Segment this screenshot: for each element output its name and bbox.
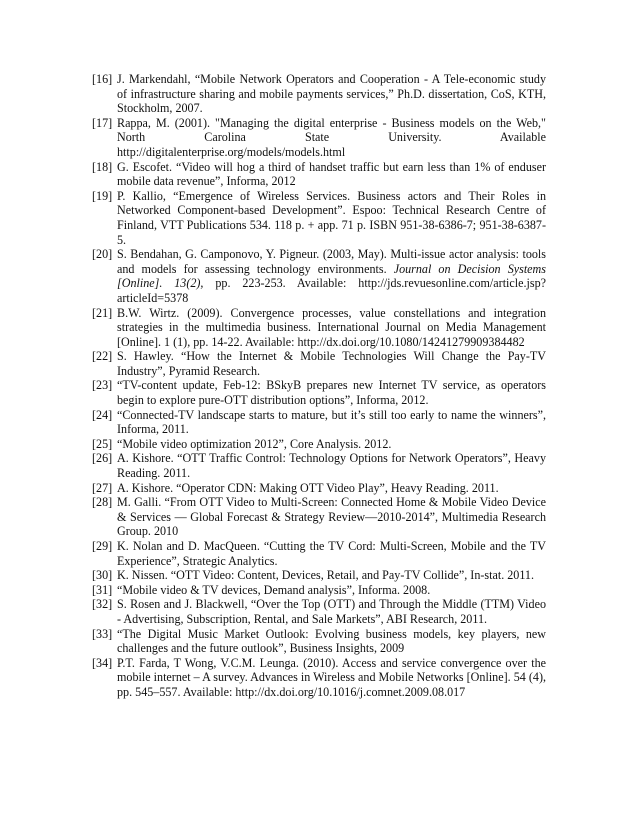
reference-item <box>92 656 546 700</box>
reference-item <box>92 189 546 247</box>
reference-text: P. Kallio, “Emergence of Wireless Services. Business actors and Their Roles in Networked Component-based Development”. Espoo: Technical Research Centre of Finland, VTT Publications 534. 118 p. + app. 71 p. ISBN 951-38-6386-7; 951-38-6387-5. <box>117 188 546 247</box>
reference-number: [34] <box>92 655 113 670</box>
reference-number: [16] <box>92 72 113 86</box>
reference-number: [32] <box>92 597 113 612</box>
reference-text: “Mobile video optimization 2012”, Core Analysis. 2012. <box>117 436 392 451</box>
reference-number: [33] <box>92 626 113 641</box>
reference-number: [22] <box>92 349 113 364</box>
reference-number: [21] <box>92 305 113 320</box>
reference-number: [25] <box>92 436 113 451</box>
reference-item <box>92 495 546 539</box>
reference-item <box>92 568 546 583</box>
reference-number: [28] <box>92 495 113 510</box>
reference-text: K. Nissen. “OTT Video: Content, Devices, Retail, and Pay-TV Collide”, In-stat. 2011. <box>117 568 534 583</box>
reference-number: [19] <box>92 188 113 203</box>
reference-number: [27] <box>92 480 113 495</box>
reference-number: [18] <box>92 159 113 174</box>
reference-text: A. Kishore. “OTT Traffic Control: Technology Options for Network Operators”, Heavy Reading. 2011. <box>117 451 546 481</box>
reference-text: G. Escofet. “Video will hog a third of handset traffic but earn less than 1% of enduser mobile data revenue”, Informa, 2012 <box>117 159 546 189</box>
reference-text: “The Digital Music Market Outlook: Evolving business models, key players, new challenges and the future outlook”, Business Insights, 2009 <box>117 626 546 656</box>
reference-text: K. Nolan and D. MacQueen. “Cutting the TV Cord: Multi-Screen, Mobile and the TV Experience”, Strategic Analytics. <box>117 539 546 568</box>
reference-text: Rappa, M. (2001). "Managing the digital enterprise - Business models on the Web," North Carolina State University. Available http://digitalenterprise.org/models/models.html <box>117 115 546 159</box>
reference-text-part: S. Bendahan, G. Camponovo, Y. Pigneur. (2003, May). Multi-issue actor analysis: tools and models for assessing technology environments. <box>117 247 546 276</box>
reference-text-part: pp. 223-253. Available: http://jds.revuesonline.com/article.jsp?articleId=5378 <box>117 276 547 305</box>
reference-item <box>92 160 546 189</box>
reference-item <box>92 627 546 656</box>
reference-text: P.T. Farda, T Wong, V.C.M. Leunga. (2010). Access and service convergence over the mobile internet – A survey. Advances in Wireless and Mobile Networks [Online]. 54 (4), pp. 545–557. Available: http://dx.doi.org/10.1016/j.comnet.2009.08.017 <box>117 655 546 699</box>
reference-item <box>92 437 546 452</box>
journal-title: Journal on Decision Systems [Online]. 13(2), <box>117 261 546 291</box>
reference-number: [29] <box>92 539 113 553</box>
reference-item <box>92 306 546 350</box>
reference-item <box>92 116 546 160</box>
reference-number: [20] <box>92 247 113 262</box>
reference-text: S. Hawley. “How the Internet & Mobile Technologies Will Change the Pay-TV Industry”, Pyramid Research. <box>117 349 546 378</box>
reference-item <box>92 408 546 437</box>
reference-number: [23] <box>92 378 113 393</box>
reference-text: S. Rosen and J. Blackwell, “Over the Top (OTT) and Through the Middle (TTM) Video - Advertising, Subscription, Rental, and Sale Markets”, ABI Research, 2011. <box>117 597 546 626</box>
reference-item <box>92 539 546 568</box>
reference-list <box>92 72 546 700</box>
reference-text: M. Galli. “From OTT Video to Multi-Screen: Connected Home & Mobile Video Device & Services — Global Forecast & Strategy Review—2010-2014”, Multimedia Research Group. 2010 <box>117 495 546 539</box>
reference-number: [30] <box>92 568 113 583</box>
reference-text <box>117 247 546 305</box>
reference-item <box>92 583 546 598</box>
reference-number: [31] <box>92 582 113 597</box>
reference-number: [26] <box>92 451 113 466</box>
reference-number: [24] <box>92 407 113 422</box>
reference-item <box>92 247 546 305</box>
reference-text: “TV-content update, Feb-12: BSkyB prepares new Internet TV service, as operators begin to explore pure-OTT distribution options”, Informa, 2012. <box>117 378 546 408</box>
reference-text: “Connected-TV landscape starts to mature, but it’s still too early to name the winners”, Informa, 2011. <box>117 407 546 437</box>
reference-item <box>92 72 546 116</box>
reference-text: A. Kishore. “Operator CDN: Making OTT Video Play”, Heavy Reading. 2011. <box>117 480 499 495</box>
reference-text: B.W. Wirtz. (2009). Convergence processes, value constellations and integration strategies in the multimedia business. International Journal on Media Management [Online]. 1 (1), pp. 14-22. Available: http://dx.doi.org/10.1080/14241279909384482 <box>117 305 546 349</box>
reference-item <box>92 597 546 626</box>
reference-item <box>92 481 546 496</box>
reference-item <box>92 451 546 480</box>
reference-text: “Mobile video & TV devices, Demand analysis”, Informa. 2008. <box>117 582 431 597</box>
reference-text: J. Markendahl, “Mobile Network Operators and Cooperation - A Tele-economic study of infrastructure sharing and mobile payments services,” Ph.D. dissertation, CoS, KTH, Stockholm, 2007. <box>117 72 546 116</box>
reference-number: [17] <box>92 115 113 130</box>
reference-item <box>92 378 546 407</box>
reference-item <box>92 349 546 378</box>
